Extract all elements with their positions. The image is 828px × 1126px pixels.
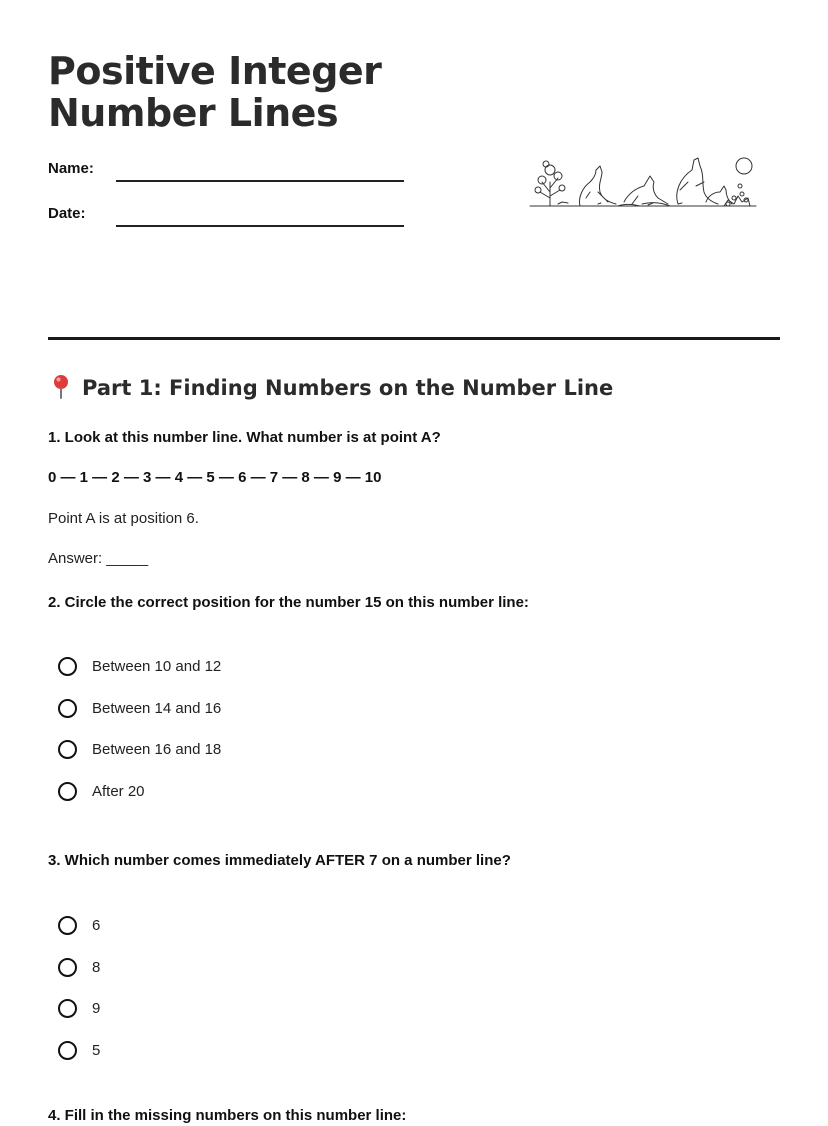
option-label: After 20 bbox=[92, 782, 145, 800]
q3-prompt: 3. Which number comes immediately AFTER 7 on a number line? bbox=[48, 852, 511, 869]
q3-option[interactable] bbox=[58, 988, 458, 1030]
q2-option[interactable] bbox=[58, 646, 458, 688]
date-label: Date: bbox=[48, 205, 86, 222]
section-divider bbox=[48, 337, 780, 340]
radio-button[interactable] bbox=[58, 782, 77, 801]
q2-option[interactable] bbox=[58, 729, 458, 771]
q1-prompt: 1. Look at this number line. What number is at point A? bbox=[48, 429, 441, 446]
q2-option[interactable] bbox=[58, 688, 458, 730]
name-field bbox=[48, 160, 408, 190]
q3-option[interactable] bbox=[58, 905, 458, 947]
radio-button[interactable] bbox=[58, 699, 77, 718]
part1-heading bbox=[48, 373, 613, 403]
pushpin-icon bbox=[48, 373, 74, 399]
radio-button[interactable] bbox=[58, 999, 77, 1018]
option-label: 9 bbox=[92, 1000, 101, 1018]
option-label: Between 16 and 18 bbox=[92, 741, 222, 759]
radio-button[interactable] bbox=[58, 1041, 77, 1060]
kangaroos-illustration bbox=[528, 152, 760, 214]
radio-button[interactable] bbox=[58, 657, 77, 676]
q4-prompt: 4. Fill in the missing numbers on this number line: bbox=[48, 1107, 407, 1124]
q3-option[interactable] bbox=[58, 1030, 458, 1072]
q3-option[interactable] bbox=[58, 947, 458, 989]
radio-button[interactable] bbox=[58, 740, 77, 759]
option-label: 6 bbox=[92, 917, 101, 935]
q2-options bbox=[58, 646, 458, 812]
part1-heading-text: Part 1: Finding Numbers on the Number Line bbox=[82, 376, 614, 400]
name-label: Name: bbox=[48, 160, 94, 177]
q1-number-line: 0 — 1 — 2 — 3 — 4 — 5 — 6 — 7 — 8 — 9 — 10 bbox=[48, 469, 382, 486]
date-field bbox=[48, 205, 408, 235]
option-label: Between 10 and 12 bbox=[92, 658, 222, 676]
q1-hint: Point A is at position 6. bbox=[48, 510, 199, 527]
radio-button[interactable] bbox=[58, 958, 77, 977]
q3-options bbox=[58, 905, 458, 1071]
q2-option[interactable] bbox=[58, 771, 458, 813]
q1-answer: Answer: _____ bbox=[48, 550, 149, 567]
option-label: Between 14 and 16 bbox=[92, 699, 222, 717]
name-blank-line bbox=[116, 180, 404, 182]
option-label: 5 bbox=[92, 1041, 101, 1059]
worksheet-page bbox=[48, 0, 780, 1124]
q2-prompt: 2. Circle the correct position for the number 15 on this number line: bbox=[48, 594, 529, 611]
date-blank-line bbox=[116, 225, 404, 227]
radio-button[interactable] bbox=[58, 916, 77, 935]
option-label: 8 bbox=[92, 958, 101, 976]
page-title: Positive Integer Number Lines bbox=[48, 49, 382, 135]
